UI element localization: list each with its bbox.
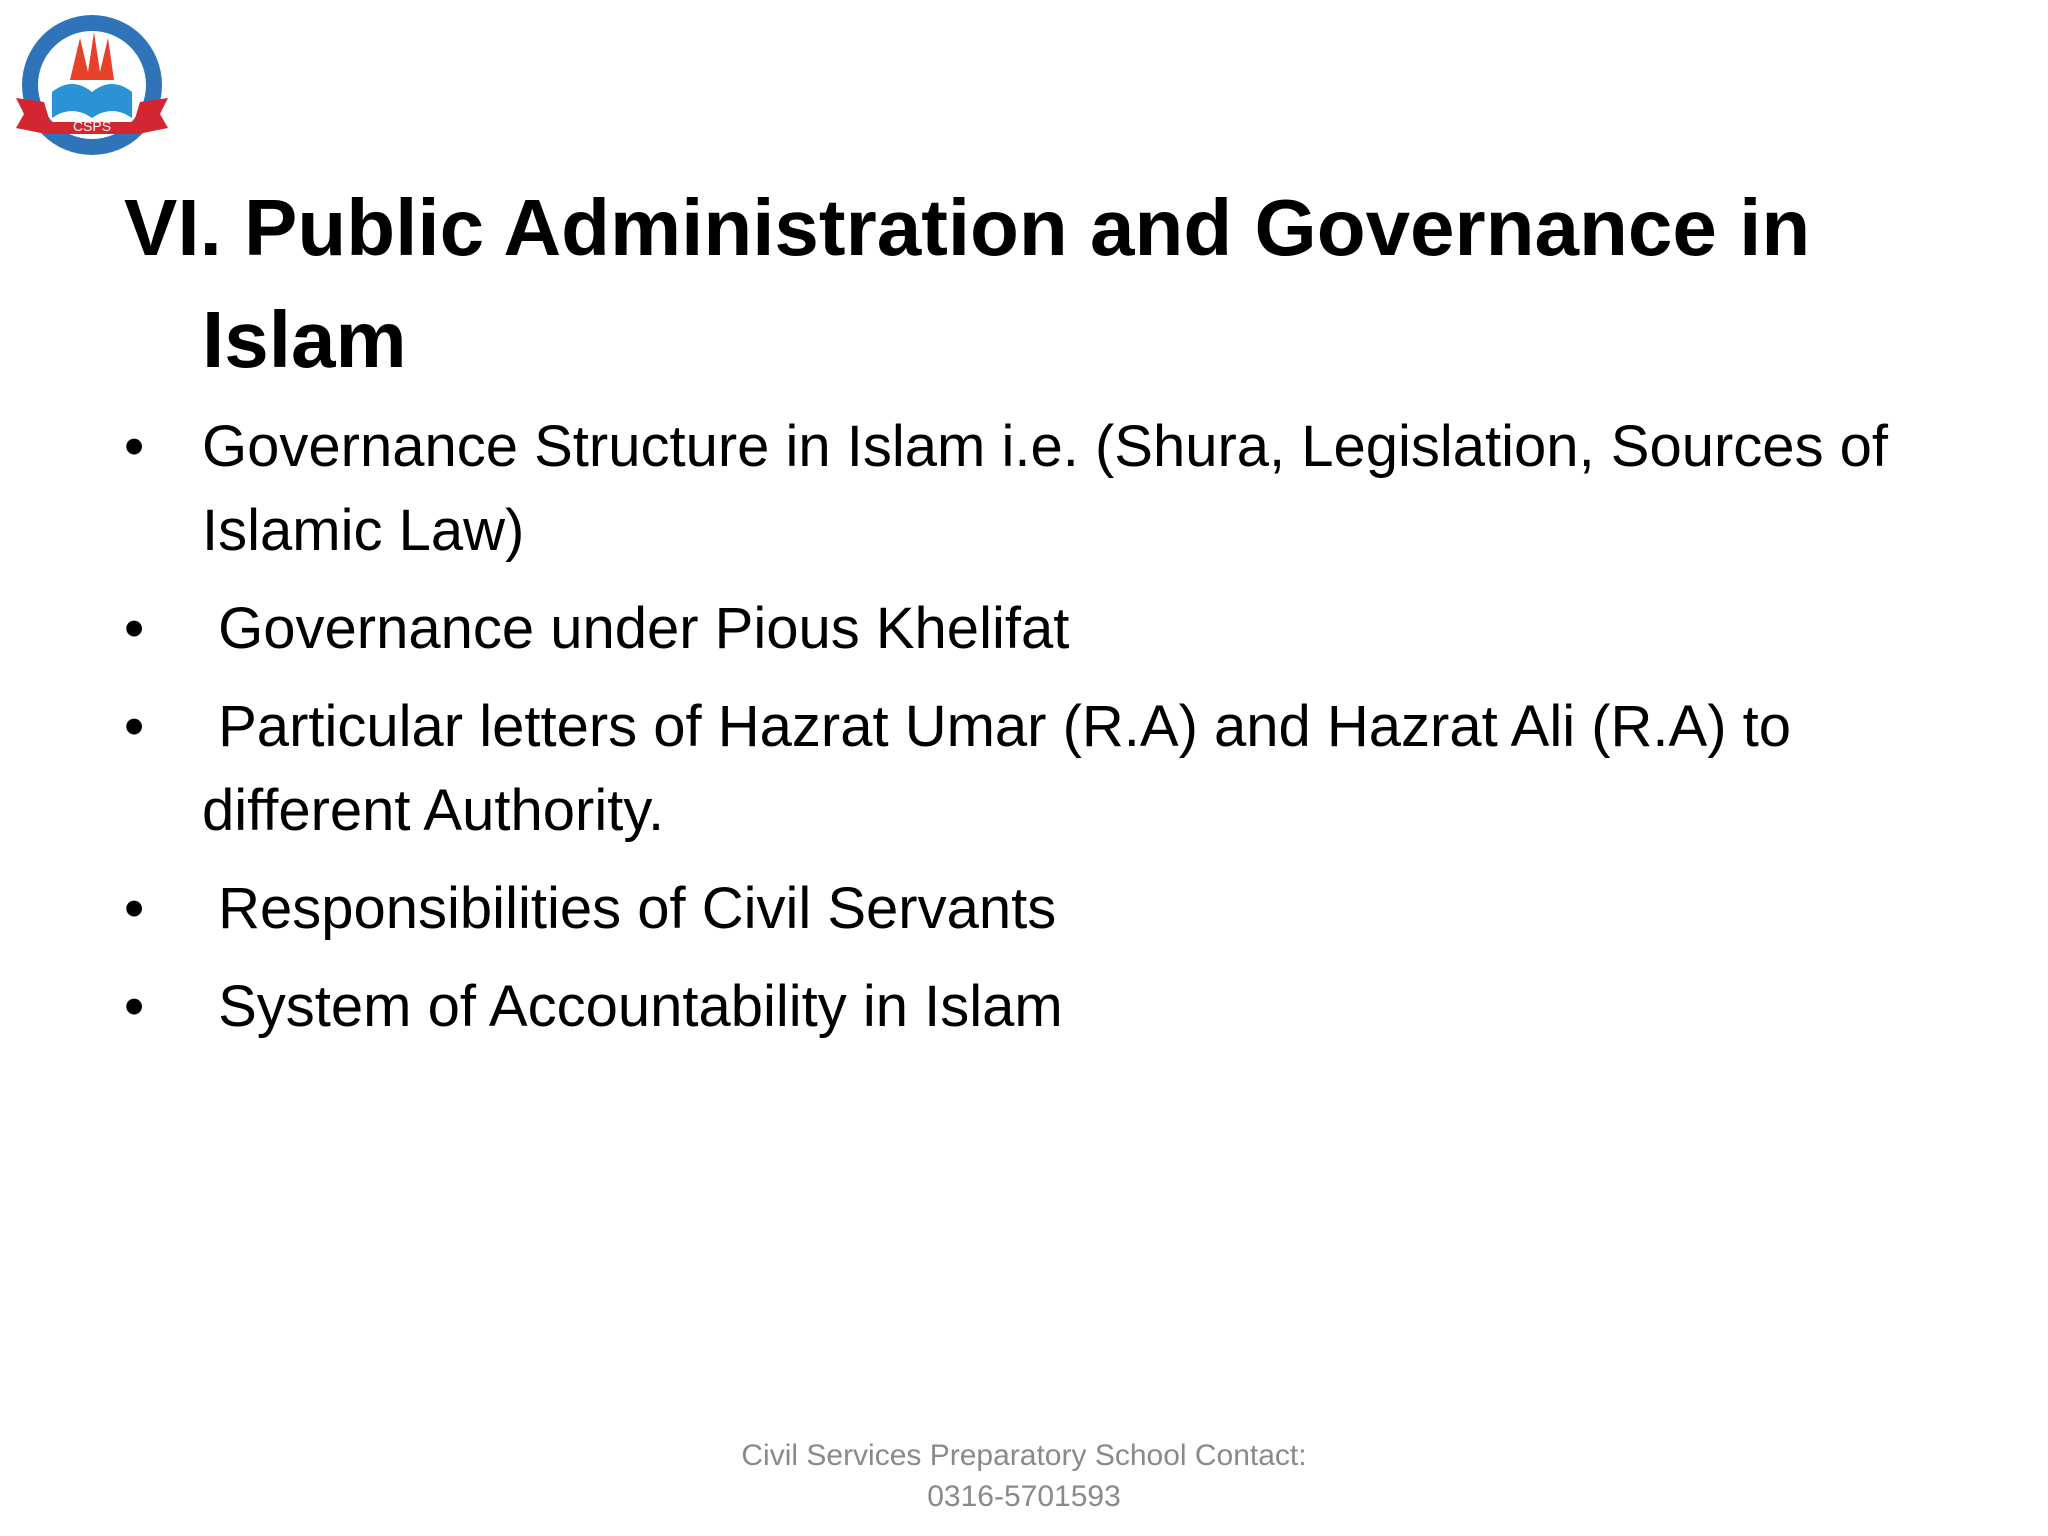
bullet-text: System of Accountability in Islam bbox=[202, 974, 1063, 1039]
bullet-text: Particular letters of Hazrat Umar (R.A) and Hazrat Ali (R.A) to different Authority. bbox=[202, 694, 1808, 843]
footer-contact-number: 0316-5701593 bbox=[927, 1480, 1121, 1513]
bullet-dot-icon: • bbox=[124, 596, 145, 661]
bullet-text: Governance under Pious Khelifat bbox=[202, 596, 1070, 661]
bullet-text: Governance Structure in Islam i.e. (Shura, Legislation, Sources of Islamic Law) bbox=[202, 414, 1889, 563]
bullet-dot-icon: • bbox=[124, 694, 145, 759]
bullet-item bbox=[124, 587, 1954, 671]
footer-line-1: Civil Services Preparatory School Contact: bbox=[741, 1439, 1307, 1472]
school-logo bbox=[10, 10, 175, 170]
bullet-item bbox=[124, 965, 1954, 1049]
slide-footer bbox=[0, 1435, 2048, 1517]
bullet-dot-icon: • bbox=[124, 414, 145, 479]
bullet-dot-icon: • bbox=[124, 876, 145, 941]
bullet-dot-icon: • bbox=[124, 974, 145, 1039]
bullet-item bbox=[124, 685, 1954, 853]
logo-banner-text: CSPS bbox=[72, 118, 112, 134]
bullet-item bbox=[124, 405, 1954, 573]
bullet-item bbox=[124, 867, 1954, 951]
bullet-list bbox=[124, 405, 1954, 1063]
slide-title: VI. Public Administration and Governance in Islam bbox=[124, 183, 1811, 384]
bullet-text: Responsibilities of Civil Servants bbox=[202, 876, 1057, 941]
